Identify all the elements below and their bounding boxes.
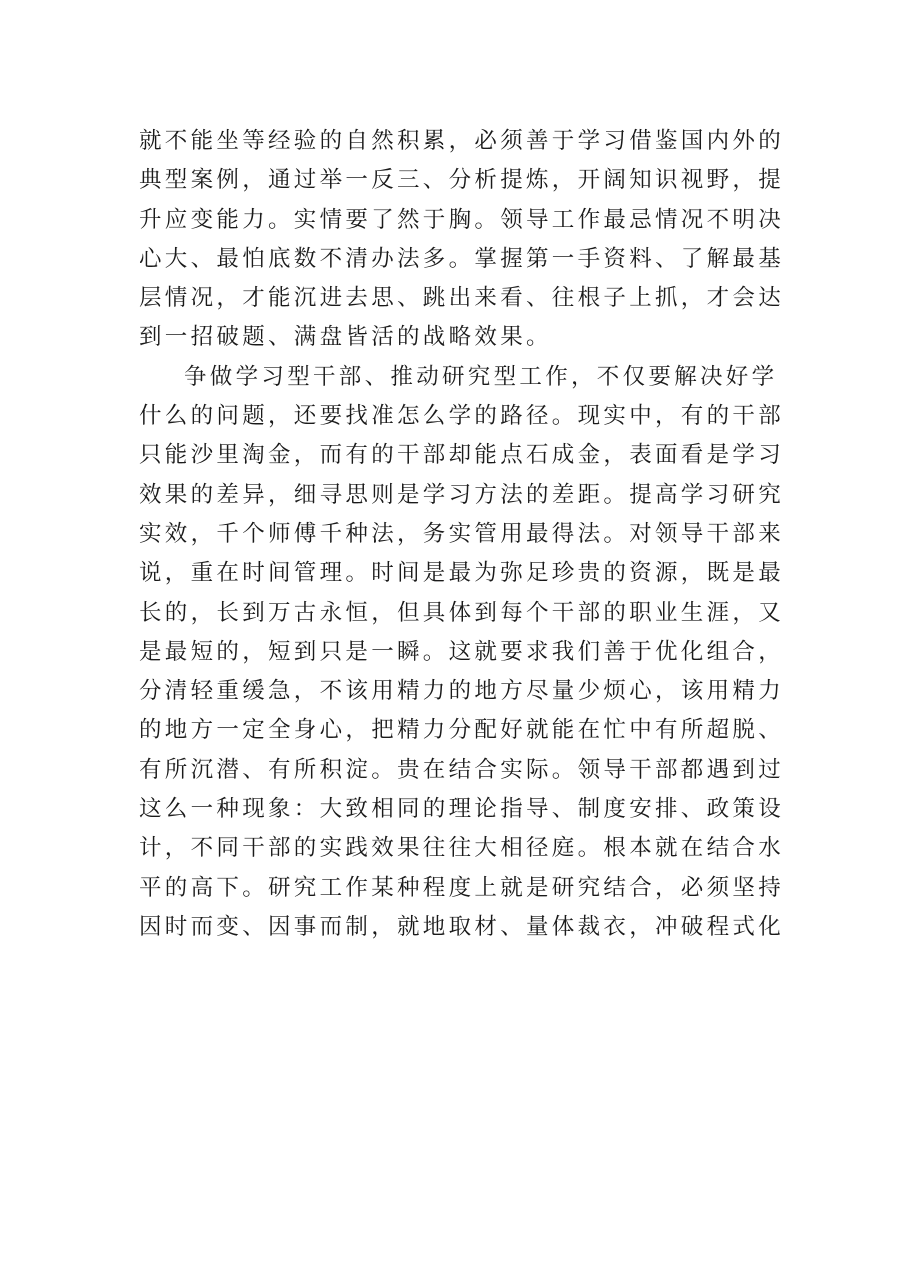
text-line: 升应变能力。实情要了然于胸。领导工作最忌情况不明决: [139, 206, 785, 233]
text-line: 的地方一定全身心，把精力分配好就能在忙中有所超脱、: [139, 717, 785, 744]
text-line: 什么的问题，还要找准怎么学的路径。现实中，有的干部: [139, 403, 785, 430]
text-line: 层情况，才能沉进去思、跳出来看、往根子上抓，才会达: [139, 285, 785, 312]
text-line: 只能沙里淘金，而有的干部却能点石成金，表面看是学习: [139, 442, 785, 469]
text-line: 效果的差异，细寻思则是学习方法的差距。提高学习研究: [139, 481, 785, 508]
text-line: 平的高下。研究工作某种程度上就是研究结合，必须坚持: [139, 874, 785, 901]
text-line: 到一招破题、满盘皆活的战略效果。: [139, 324, 552, 351]
body-text: [139, 122, 785, 947]
text-line: 计，不同干部的实践效果往往大相径庭。根本就在结合水: [139, 835, 785, 862]
text-line: 是最短的，短到只是一瞬。这就要求我们善于优化组合，: [139, 638, 785, 665]
text-line: 争做学习型干部、推动研究型工作，不仅要解决好学: [184, 363, 778, 390]
text-line: 分清轻重缓急，不该用精力的地方尽量少烦心，该用精力: [139, 678, 785, 705]
text-line: 有所沉潜、有所积淀。贵在结合实际。领导干部都遇到过: [139, 756, 785, 783]
text-line: 长的，长到万古永恒，但具体到每个干部的职业生涯，又: [139, 599, 785, 626]
text-line: 因时而变、因事而制，就地取材、量体裁衣，冲破程式化: [139, 913, 785, 940]
text-line: 实效，千个师傅千种法，务实管用最得法。对领导干部来: [139, 520, 785, 547]
text-line: 这么一种现象：大致相同的理论指导、制度安排、政策设: [139, 796, 785, 823]
text-line: 就不能坐等经验的自然积累，必须善于学习借鉴国内外的: [139, 128, 785, 154]
text-line: 说，重在时间管理。时间是最为弥足珍贵的资源，既是最: [139, 560, 785, 587]
text-line: 典型案例，通过举一反三、分析提炼，开阔知识视野，提: [139, 167, 785, 194]
text-line: 心大、最怕底数不清办法多。掌握第一手资料、了解最基: [139, 245, 785, 272]
